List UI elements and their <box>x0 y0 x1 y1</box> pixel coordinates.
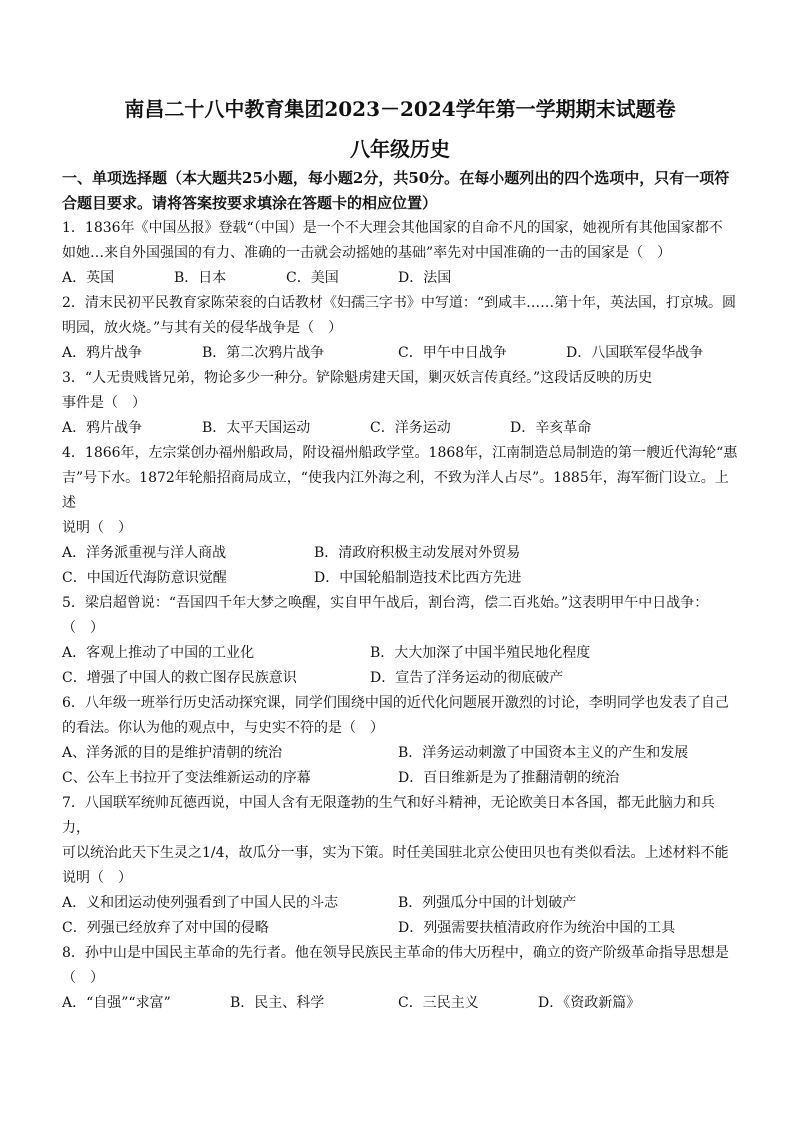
option-d: D．辛亥革命 <box>510 420 592 436</box>
option-a: A．洋务派重视与洋人商战 <box>62 545 227 561</box>
option-d: D．宣告了洋务运动的彻底破产 <box>370 670 564 686</box>
option-d: D．列强需要扶植清政府作为统治中国的工具 <box>398 920 676 936</box>
section-heading: 一、单项选择题（本大题共25小题，每小题2分，共50分。在每小题列出的四个选项中，只有一项符合题目要求。请将答案按要求填涂在答题卡的相应位置） <box>62 169 730 212</box>
question-line: 6．八年级一班举行历史活动探究课，同学们围绕中国的近代化问题展开激烈的讨论，李明同学也发表了自己 <box>62 695 729 711</box>
option-c: C．增强了中国人的救亡图存民族意识 <box>62 670 297 686</box>
options-row <box>62 766 738 791</box>
question-2 <box>62 291 738 366</box>
options-row <box>62 266 738 291</box>
question-line: 5．梁启超曾说：“吾国四千年大梦之唤醒，实自甲午战后，割台湾，偿二百兆始。”这表明甲午中日战争： <box>62 595 709 611</box>
options-row <box>62 891 738 916</box>
question-7 <box>62 791 738 941</box>
option-b: B．洋务运动刺激了中国资本主义的产生和发展 <box>398 745 689 761</box>
option-a: A．鸦片战争 <box>62 420 143 436</box>
question-4 <box>62 441 738 591</box>
option-a: A．鸦片战争 <box>62 345 143 361</box>
question-line: 的看法。你认为他的观点中，与史实不符的是（ ） <box>62 720 384 736</box>
question-line: 3．“人无贵贱皆兄弟，物论多少一种分。铲除魁虏建天国，剿灭妖言传真经。”这段话反映的历史 <box>62 370 653 386</box>
option-a: A．英国 <box>62 270 115 286</box>
option-a: A．“自强”“求富” <box>62 995 171 1011</box>
question-line: 吉”号下水。1872年轮船招商局成立，“使我内江外海之利，不致为洋人占尽”。1885年，海军衙门设立。上述 <box>62 470 729 511</box>
question-line: 事件是（ ） <box>62 395 146 411</box>
option-c: C．美国 <box>286 270 339 286</box>
option-b: B．第二次鸦片战争 <box>202 345 325 361</box>
option-c: C．洋务运动 <box>370 420 451 436</box>
question-1 <box>62 216 738 291</box>
question-line: 如她…来自外国强国的有力、准确的一击就会动摇她的基础”率先对中国准确的一击的国家是（ ） <box>62 245 672 261</box>
options-row <box>62 641 738 666</box>
option-d: D．法国 <box>398 270 452 286</box>
option-b: B．列强瓜分中国的计划破产 <box>398 895 577 911</box>
exam-title: 南昌二十八中教育集团2023－2024学年第一学期期末试题卷 <box>124 97 676 121</box>
options-row <box>62 741 738 766</box>
question-line: （ ） <box>62 620 104 636</box>
question-line: 明园，放火烧。”与其有关的侵华战争是（ ） <box>62 320 343 336</box>
option-b: B．民主、科学 <box>230 995 325 1011</box>
option-a: A、洋务派的目的是维护清朝的统治 <box>62 745 283 761</box>
option-c: C．列强已经放弃了对中国的侵略 <box>62 920 269 936</box>
option-a: A．义和团运动使列强看到了中国人民的斗志 <box>62 895 339 911</box>
options-row <box>62 991 738 1016</box>
question-3 <box>62 366 738 441</box>
option-c: C．中国近代海防意识觉醒 <box>62 570 227 586</box>
option-c: C．三民主义 <box>398 995 479 1011</box>
question-8 <box>62 941 738 1016</box>
question-5 <box>62 591 738 691</box>
option-d: D．《资政新篇》 <box>538 995 641 1011</box>
exam-subtitle: 八年级历史 <box>350 137 450 161</box>
options-row <box>62 341 738 366</box>
question-line: 8．孙中山是中国民主革命的先行者。他在领导民族民主革命的伟大历程中，确立的资产阶级革命指导思想是 <box>62 945 729 961</box>
options-row <box>62 541 738 566</box>
question-line: 7．八国联军统帅瓦德西说，中国人含有无限蓬勃的生气和好斗精神，无论欧美日本各国，都无此脑力和兵力， <box>62 795 715 836</box>
option-b: B．大大加深了中国半殖民地化程度 <box>370 645 591 661</box>
option-b: B．太平天国运动 <box>202 420 311 436</box>
option-c: C、公车上书拉开了变法维新运动的序幕 <box>62 770 311 786</box>
option-c: C．甲午中日战争 <box>398 345 507 361</box>
option-d: D．百日维新是为了推翻清朝的统治 <box>398 770 620 786</box>
options-row <box>62 916 738 941</box>
question-line: 说明（ ） <box>62 520 132 536</box>
question-line: 可以统治此天下生灵之1/4，故瓜分一事，实为下策。时任美国驻北京公使田贝也有类似看法。上述材料不能 <box>62 845 729 861</box>
options-row <box>62 566 738 591</box>
option-d: D．中国轮船制造技术比西方先进 <box>314 570 522 586</box>
question-line: 4．1866年，左宗棠创办福州船政局，附设福州船政学堂。1868年，江南制造总局制造的第一艘近代海轮“惠 <box>62 445 738 461</box>
question-line: （ ） <box>62 970 104 986</box>
option-b: B．清政府积极主动发展对外贸易 <box>314 545 521 561</box>
exam-page <box>62 94 738 1016</box>
option-b: B．日本 <box>174 270 227 286</box>
options-row <box>62 416 738 441</box>
options-row <box>62 666 738 691</box>
question-line: 1．1836年《中国丛报》登载“（中国）是一个不大理会其他国家的自命不凡的国家，她视所有其他国家都不 <box>62 220 723 236</box>
option-a: A．客观上推动了中国的工业化 <box>62 645 255 661</box>
question-line: 说明（ ） <box>62 870 132 886</box>
question-6 <box>62 691 738 791</box>
question-line: 2．清末民初平民教育家陈荣衮的白话教材《妇孺三字书》中写道：“到咸丰……第十年，英法国，打京城。圆 <box>62 295 737 311</box>
option-d: D．八国联军侵华战争 <box>566 345 704 361</box>
